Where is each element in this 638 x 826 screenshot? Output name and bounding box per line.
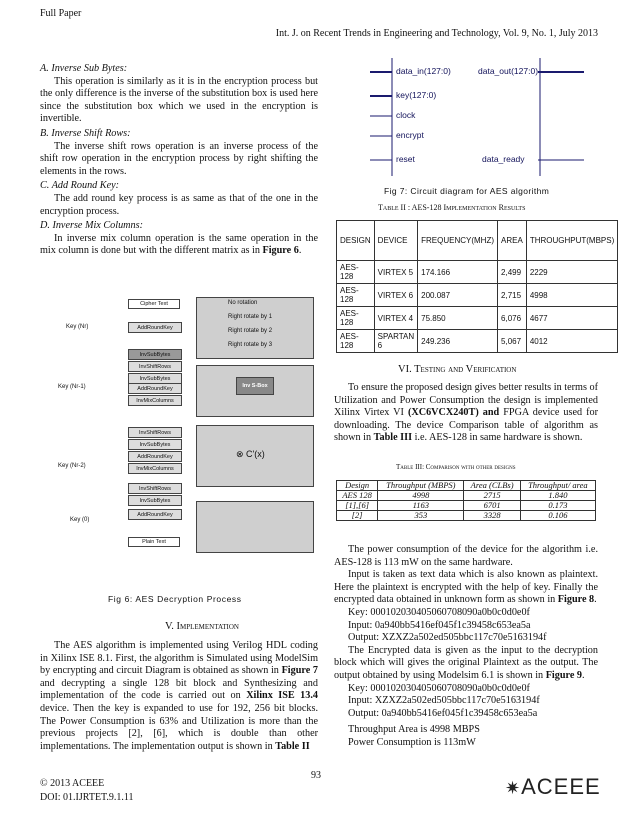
- power-paragraph: The power consumption of the device for the algorithm i.e. AES-128 is 113 mW on the same hardware.: [334, 544, 598, 568]
- left-column-text: [40, 63, 318, 258]
- table-row: [337, 330, 618, 353]
- section-d-title: D. Inverse Mix Columns:: [40, 220, 143, 232]
- table2-cell: AES-128: [337, 330, 375, 353]
- signal-clock: clock: [396, 110, 416, 120]
- key-line-2: Key: 000102030405060708090a0b0c0d0e0f: [348, 682, 530, 694]
- table2-cell: 4677: [526, 307, 617, 330]
- table3-cell: 3328: [464, 511, 520, 521]
- footer-doi: DOI: 01.IJRTET.9.1.11: [40, 792, 134, 803]
- fig6-add-round-key-4: AddRoundKey: [128, 509, 182, 520]
- signal-data-out: data_out(127:0): [478, 66, 539, 76]
- table2-cell: VIRTEX 4: [374, 307, 417, 330]
- signal-encrypt: encrypt: [396, 130, 424, 140]
- table2-cell: 5,067: [498, 330, 527, 353]
- input-line-1: Input: 0a940bb5416ef045f1c39458c653ea5a: [348, 619, 531, 631]
- signal-data-ready: data_ready: [482, 154, 525, 164]
- section-b-text: The inverse shift rows operation is an inverse process of the shift row operation in the encryption process by right shifting the elements in the rows.: [40, 140, 318, 177]
- table2-cell: AES-128: [337, 307, 375, 330]
- journal-type: Full Paper: [40, 8, 82, 19]
- section-c-text: The add round key process is as same as that of the one in the encryption process.: [40, 192, 318, 217]
- aceee-logo: [505, 774, 601, 800]
- table3-cell: [2]: [337, 511, 378, 521]
- fig6-rotate-2: Right rotate by 2: [228, 328, 273, 334]
- fig6-cx: ⊗ C'(x): [236, 449, 265, 459]
- circuit-diagram: [370, 56, 584, 184]
- input-line-2: Input: XZXZ2a502ed505bbc117c70e5163194f: [348, 695, 540, 707]
- output-line-2: Output: 0a940bb5416ef045f1c39458c653ea5a: [348, 707, 538, 719]
- fig6-inv-sbox: Inv S-Box: [236, 377, 274, 395]
- table-row: [337, 284, 618, 307]
- footer-copyright: © 2013 ACEEE: [40, 778, 105, 789]
- table-row: [337, 261, 618, 284]
- fig6-inv-sub-bytes-3: InvSubBytes: [128, 439, 182, 450]
- table3-cell: [1],[6]: [337, 501, 378, 511]
- table-row: [337, 501, 596, 511]
- table2-cell: 2,715: [498, 284, 527, 307]
- section-a-text: This operation is similarly as it is in the encryption process but the only difference is the inverse of the substitution box is used here since the substitution box which we used in the encryption is invertible.: [40, 75, 318, 125]
- fig6-key-0: Key (0): [70, 517, 90, 523]
- table3-header-row: [337, 481, 596, 491]
- fig6-inv-shift-rows-1: InvShiftRows: [128, 361, 182, 372]
- table2-cell: VIRTEX 5: [374, 261, 417, 284]
- table2-cell: 75.850: [418, 307, 498, 330]
- table3-header: Throughput (MBPS): [378, 481, 464, 491]
- fig6-inv-shift-rows-2: InvShiftRows: [128, 427, 182, 438]
- table2-cell: VIRTEX 6: [374, 284, 417, 307]
- table-row: [337, 491, 596, 501]
- table3-cell: 2715: [464, 491, 520, 501]
- table2-cell: 2,499: [498, 261, 527, 284]
- table3-cell: 1.840: [520, 491, 595, 501]
- table3: [336, 480, 596, 521]
- section-a-title: A. Inverse Sub Bytes:: [40, 63, 128, 74]
- table3-title: Table III: Comparison with other designs: [396, 463, 516, 471]
- fig6-inv-mix-columns-1: InvMixColumns: [128, 395, 182, 406]
- fig6-rotate-3: Right rotate by 3: [228, 342, 273, 348]
- fig7-caption: Fig 7: Circuit diagram for AES algorithm: [384, 186, 550, 196]
- table3-cell: 1163: [378, 501, 464, 511]
- table2-header-row: [337, 221, 618, 261]
- output-line-1: Output: XZXZ2a502ed505bbc117c70e5163194f: [348, 632, 547, 644]
- fig6-rotate-1: Right rotate by 1: [228, 314, 273, 320]
- fig6-no-rotation: No rotation: [228, 300, 258, 306]
- decryption-paragraph: The Encrypted data is given as the input to the decryption block which will gives the original Plaintext as the output. The output obtained by using Modelsim 6.1 is shown in Figure 9.: [334, 644, 598, 681]
- table2-cell: 200.087: [418, 284, 498, 307]
- fig6-add-round-key-1: AddRoundKey: [128, 322, 182, 333]
- signal-data-in: data_in(127:0): [396, 66, 451, 76]
- fig6-inv-sub-bytes-1: InvSubBytes: [128, 349, 182, 360]
- table3-cell: 4998: [378, 491, 464, 501]
- fig6-inv-sub-bytes-2: InvSubBytes: [128, 373, 182, 384]
- table2-cell: AES-128: [337, 261, 375, 284]
- table3-header: Throughput/ area: [520, 481, 595, 491]
- table-row: [337, 307, 618, 330]
- table2-header: AREA: [498, 221, 527, 261]
- table2-cell: 6,076: [498, 307, 527, 330]
- table3-cell: 0.106: [520, 511, 595, 521]
- table2-cell: 4012: [526, 330, 617, 353]
- section-6-body: To ensure the proposed design gives better results in terms of Utilization and Power Consumption the design is implemented Xilinx Virtex VI (XC6VCX240T) and FPGA device used for downloading. The device Comparison table of algorithm as shown in Table III i.e. AES-128 in same hardware is shown.: [334, 382, 598, 444]
- section-c-title: C. Add Round Key:: [40, 180, 120, 192]
- table2-cell: AES-128: [337, 284, 375, 307]
- table2-header: DESIGN: [337, 221, 375, 261]
- fig6-key-nr2: Key (Nr-2): [58, 463, 86, 469]
- fig6-add-round-key-2: AddRoundKey: [128, 383, 182, 394]
- fig6-inv-shift-rows-3: InvShiftRows: [128, 483, 182, 494]
- table-row: [337, 511, 596, 521]
- section-5-body: The AES algorithm is implemented using Verilog HDL coding in Xilinx ISE 8.1. First, the algorithm is Simulated using ModelSim by encrypting and circuit Diagram is obtained as shown in Figure 7 and decrypting a single 128 bit block and Synthesizing and implementation of the code is carried out on Xilinx ISE 13.4 device. Then the key is expanded to use for 192, 256 bit blocks. The Power Consumption is 63% and Utilization is more than the previous projects [2], [6], which is double than other implementations. The implementation output is shown in Table II: [40, 640, 318, 752]
- logo-text: ACEEE: [521, 774, 601, 799]
- right-column-body: [334, 544, 598, 750]
- throughput-line: Throughput Area is 4998 MBPS: [348, 724, 480, 736]
- logo-star-icon: ✷: [505, 778, 522, 798]
- table3-cell: AES 128: [337, 491, 378, 501]
- fig6-plain-text: Plain Text: [128, 537, 180, 547]
- fig6-key-nr1: Key (Nr-1): [58, 384, 86, 390]
- fig6-cipher-text: Cipher Text: [128, 299, 180, 309]
- table3-cell: 353: [378, 511, 464, 521]
- section-6-title: VI. Testing and Verification: [398, 364, 517, 375]
- table2-cell: 2229: [526, 261, 617, 284]
- page-number: 93: [311, 770, 321, 781]
- power-line: Power Consumption is 113mW: [348, 736, 476, 748]
- table3-cell: 0.173: [520, 501, 595, 511]
- key-line-1: Key: 000102030405060708090a0b0c0d0e0f: [348, 606, 530, 618]
- fig6-key-nr: Key (Nr): [66, 324, 89, 330]
- table2-header: FREQUENCY(MHZ): [418, 221, 498, 261]
- table2-cell: 249.236: [418, 330, 498, 353]
- fig6-add-round-key-3: AddRoundKey: [128, 451, 182, 462]
- table2: [336, 220, 618, 353]
- journal-citation: Int. J. on Recent Trends in Engineering and Technology, Vol. 9, No. 1, July 2013: [275, 28, 598, 39]
- table3-header: Design: [337, 481, 378, 491]
- signal-reset: reset: [396, 154, 415, 164]
- aes-decryption-figure: [58, 297, 314, 579]
- section-d-text: In inverse mix column operation is the same operation in the mix column is done but with the different matrix as in Figure 6.: [40, 232, 318, 257]
- table2-header: THROUGHPUT(MBPS): [526, 221, 617, 261]
- fig6-state-grid-key: [196, 501, 314, 553]
- section-b-title: B. Inverse Shift Rows:: [40, 127, 131, 139]
- fig6-caption: Fig 6: AES Decryption Process: [108, 594, 242, 604]
- signal-key: key(127:0): [396, 90, 437, 100]
- table2-cell: SPARTAN 6: [374, 330, 417, 353]
- figure-6-ref: Figure 6: [262, 245, 299, 257]
- input-paragraph: Input is taken as text data which is also known as plaintext. Here the plaintext is encrypted with the help of key. Finally the encrypted data obtained in unknown form as shown in Figure 8.: [334, 569, 598, 606]
- table3-header: Area (CLBs): [464, 481, 520, 491]
- table2-cell: 4998: [526, 284, 617, 307]
- section-5-title: V. Implementation: [165, 621, 239, 632]
- table3-cell: 6701: [464, 501, 520, 511]
- fig6-inv-mix-columns-2: InvMixColumns: [128, 463, 182, 474]
- fig6-inv-sub-bytes-4: InvSubBytes: [128, 495, 182, 506]
- table2-header: DEVICE: [374, 221, 417, 261]
- table2-title: Table II : AES-128 Implementation Results: [378, 203, 526, 212]
- table2-cell: 174.166: [418, 261, 498, 284]
